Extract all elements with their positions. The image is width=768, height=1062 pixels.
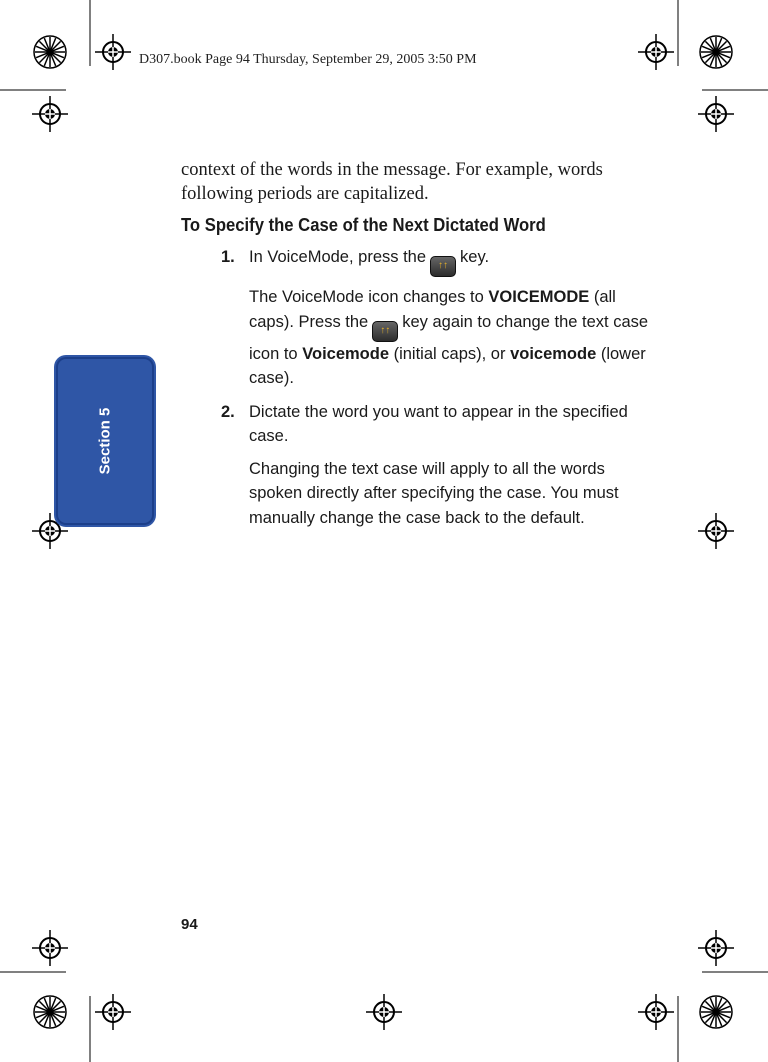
print-header: D307.book Page 94 Thursday, September 29, 2005 3:50 PM (139, 52, 477, 67)
voicemode-all-caps: VOICEMODE (488, 288, 590, 306)
section-tab (56, 357, 154, 525)
step-instruction: In VoiceMode, press the ↑↑ key. (249, 245, 651, 277)
procedure-heading: To Specify the Case of the Next Dictated Word (181, 214, 546, 235)
step-list (221, 245, 651, 530)
voicemode-lower-case: voicemode (510, 344, 597, 363)
step-instruction: Dictate the word you want to appear in the specified case. (249, 402, 628, 445)
intro-paragraph: context of the words in the message. For example, words following periods are capitalized. (181, 160, 603, 204)
case-key-icon: ↑↑ (372, 321, 398, 342)
step-number: 1. (221, 248, 235, 266)
section-tab-label: Section 5 (96, 407, 114, 475)
page-number: 94 (181, 916, 198, 933)
step-1 (221, 245, 651, 391)
step-2 (221, 400, 651, 531)
case-key-icon: ↑↑ (430, 256, 456, 277)
step-detail: Changing the text case will apply to all the words spoken directly after specifying the case. You must manually change the case back to the default. (249, 459, 619, 527)
step-detail: The VoiceMode icon changes to VOICEMODE (all caps). Press the ↑↑ key again to change the text case icon to Voicemode (initial caps), or voicemode (lower case). (249, 288, 649, 387)
voicemode-initial-caps: Voicemode (302, 344, 390, 363)
step-number: 2. (221, 402, 235, 421)
